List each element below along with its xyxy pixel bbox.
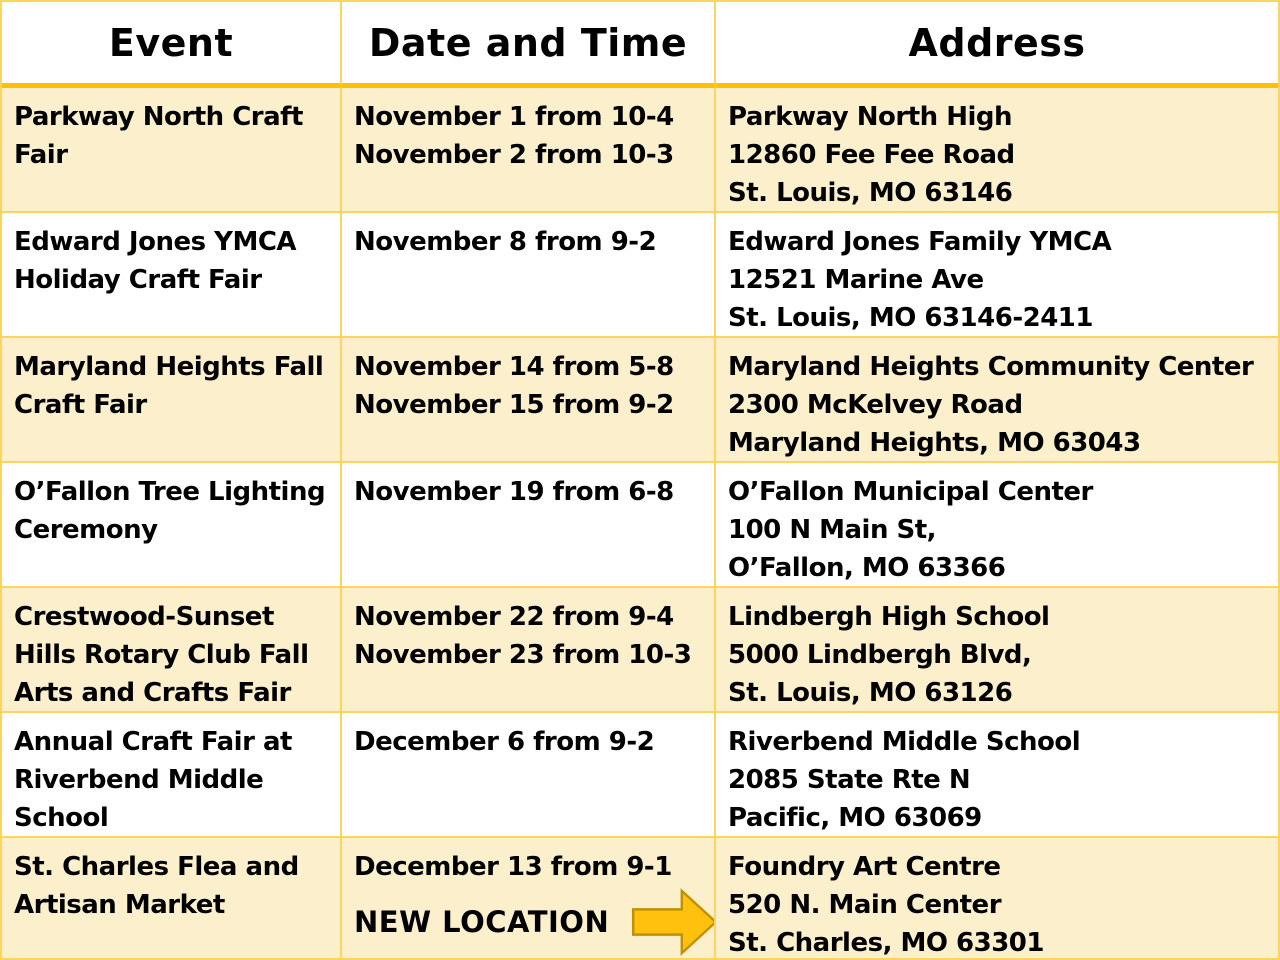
event-name: St. Charles Flea and Artisan Market	[14, 852, 299, 920]
event-name: Maryland Heights Fall Craft Fair	[14, 352, 324, 420]
address-line: 520 N. Main Center	[728, 890, 1002, 920]
event-cell	[2, 588, 342, 713]
address-line: Maryland Heights, MO 63043	[728, 428, 1141, 458]
table-row	[2, 463, 1278, 588]
address-line: Maryland Heights Community Center	[728, 352, 1254, 382]
address-line: St. Louis, MO 63126	[728, 678, 1013, 708]
date-line: November 22 from 9-4	[354, 602, 674, 632]
address-cell	[716, 588, 1278, 713]
date-cell	[342, 338, 716, 463]
table-row	[2, 588, 1278, 713]
header-event	[2, 2, 342, 88]
address-line: Riverbend Middle School	[728, 727, 1081, 757]
date-line: November 8 from 9-2	[354, 227, 657, 257]
event-cell	[2, 463, 342, 588]
date-line: November 19 from 6-8	[354, 477, 674, 507]
date-line: December 6 from 9-2	[354, 727, 655, 757]
address-line: St. Charles, MO 63301	[728, 928, 1044, 958]
address-line: Edward Jones Family YMCA	[728, 227, 1112, 257]
table-row	[2, 88, 1278, 213]
address-cell	[716, 838, 1278, 960]
table-body	[2, 88, 1278, 960]
address-line: Pacific, MO 63069	[728, 803, 982, 833]
address-line: 2085 State Rte N	[728, 765, 971, 795]
address-cell	[716, 213, 1278, 338]
header-date-and-time	[342, 2, 716, 88]
new-location-callout	[354, 888, 710, 956]
event-name: Parkway North Craft Fair	[14, 102, 303, 170]
event-cell	[2, 213, 342, 338]
date-line: November 23 from 10-3	[354, 640, 692, 670]
date-line: November 15 from 9-2	[354, 390, 674, 420]
address-cell	[716, 713, 1278, 838]
address-line: 5000 Lindbergh Blvd,	[728, 640, 1032, 670]
event-name: Annual Craft Fair at Riverbend Middle School	[14, 727, 292, 833]
event-cell	[2, 713, 342, 838]
header-event-label: Event	[108, 20, 234, 65]
header-address-label: Address	[908, 20, 1086, 65]
header-date-and-time-label: Date and Time	[368, 20, 688, 65]
address-line: 12860 Fee Fee Road	[728, 140, 1015, 170]
address-line: St. Louis, MO 63146-2411	[728, 303, 1093, 333]
table-row	[2, 338, 1278, 463]
address-cell	[716, 463, 1278, 588]
date-line: November 2 from 10-3	[354, 140, 674, 170]
address-line: 2300 McKelvey Road	[728, 390, 1023, 420]
table-row	[2, 713, 1278, 838]
date-line: December 13 from 9-1	[354, 852, 672, 882]
address-cell	[716, 88, 1278, 213]
event-cell	[2, 338, 342, 463]
address-line: St. Louis, MO 63146	[728, 178, 1013, 208]
address-line: Parkway North High	[728, 102, 1013, 132]
date-cell	[342, 588, 716, 713]
date-cell	[342, 213, 716, 338]
address-cell	[716, 338, 1278, 463]
table-row	[2, 838, 1278, 960]
table-row	[2, 213, 1278, 338]
right-arrow-icon	[631, 888, 716, 956]
address-line: 12521 Marine Ave	[728, 265, 984, 295]
event-cell	[2, 88, 342, 213]
table-header-row	[2, 2, 1278, 88]
date-cell	[342, 88, 716, 213]
event-name: O’Fallon Tree Lighting Ceremony	[14, 477, 326, 545]
date-line: November 1 from 10-4	[354, 102, 674, 132]
address-line: 100 N Main St,	[728, 515, 937, 545]
date-cell	[342, 463, 716, 588]
event-name: Edward Jones YMCA Holiday Craft Fair	[14, 227, 297, 295]
event-cell	[2, 838, 342, 960]
header-address	[716, 2, 1278, 88]
address-line: Foundry Art Centre	[728, 852, 1001, 882]
new-location-label: NEW LOCATION	[354, 905, 610, 939]
date-cell	[342, 713, 716, 838]
address-line: Lindbergh High School	[728, 602, 1050, 632]
date-line: November 14 from 5-8	[354, 352, 674, 382]
event-name: Crestwood-Sunset Hills Rotary Club Fall Arts and Crafts Fair	[14, 602, 309, 708]
address-line: O’Fallon, MO 63366	[728, 553, 1006, 583]
address-line: O’Fallon Municipal Center	[728, 477, 1093, 507]
date-cell	[342, 838, 716, 960]
